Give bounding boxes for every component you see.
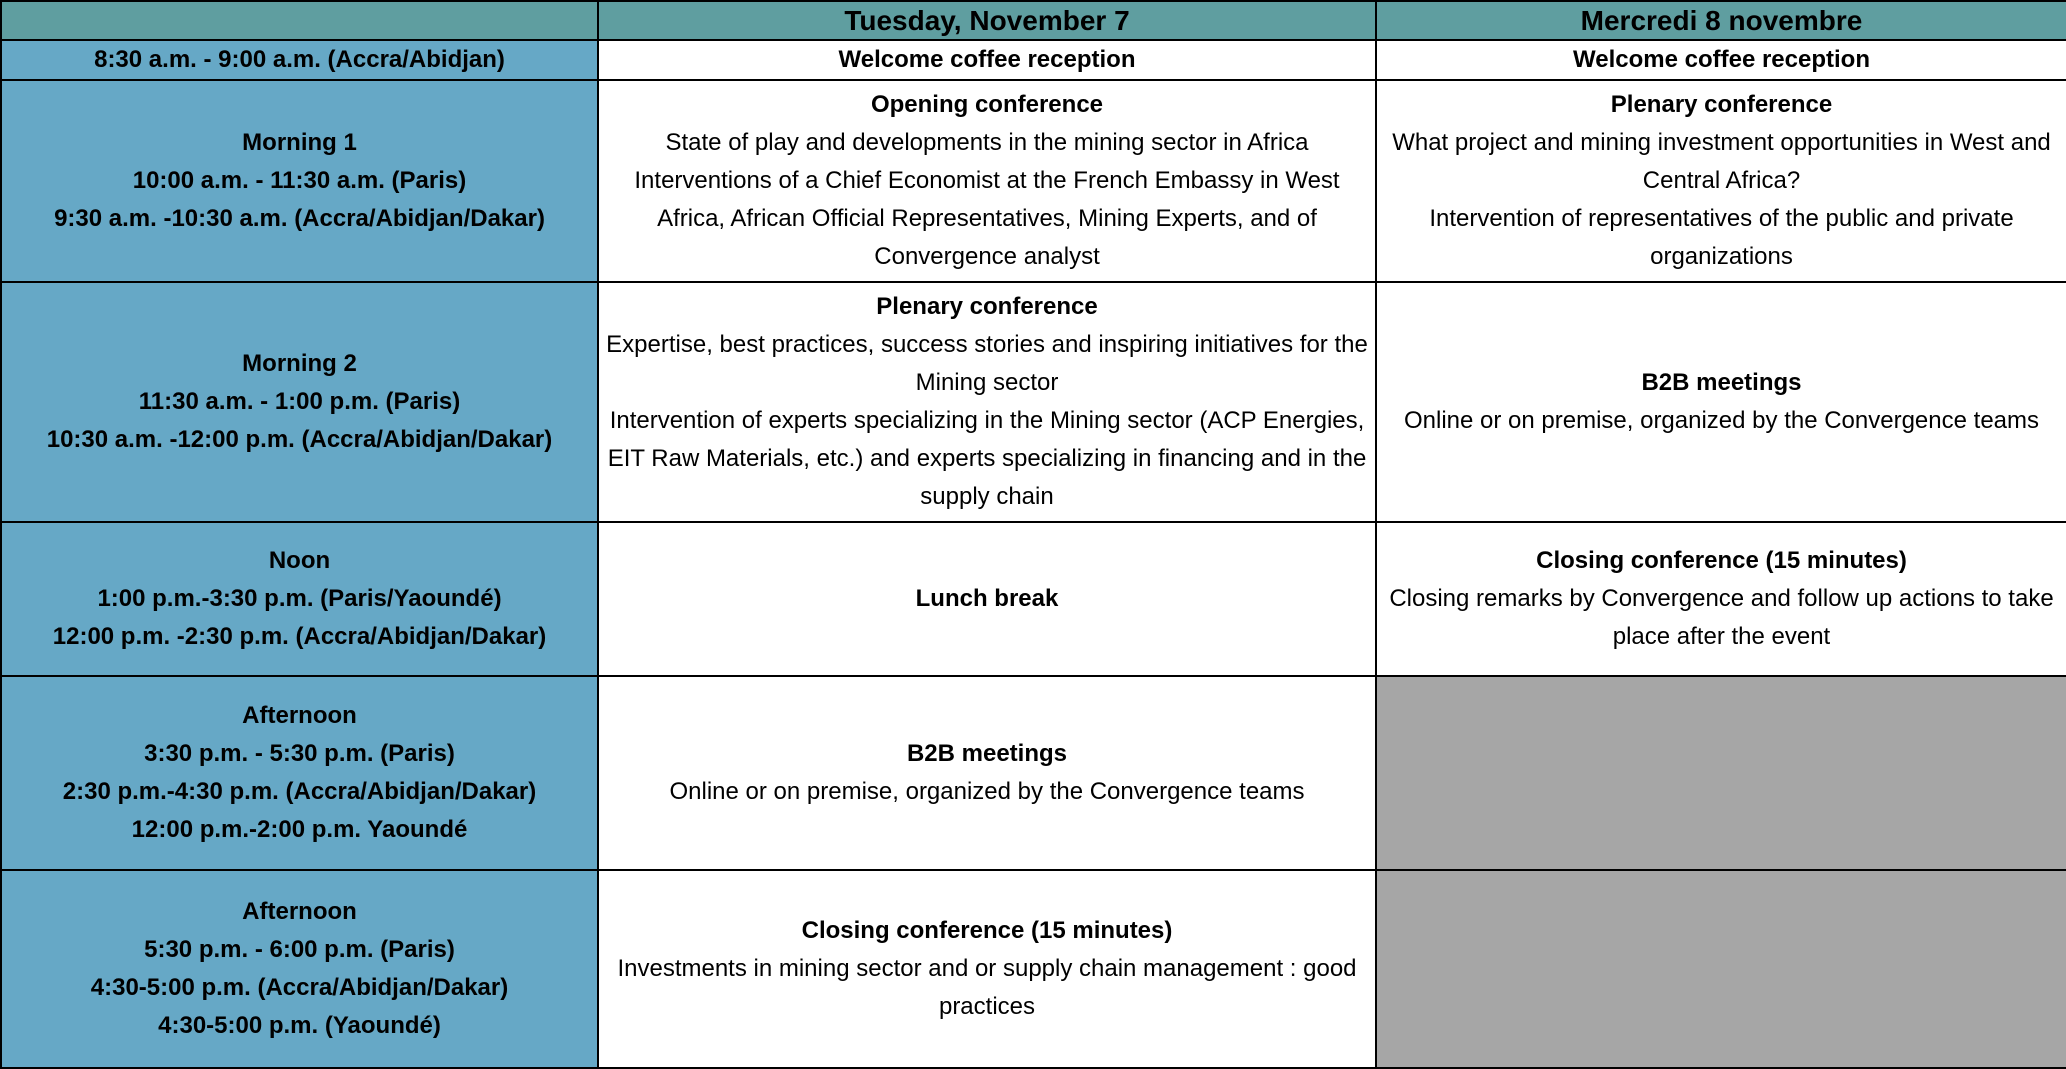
- session-description: Intervention of representatives of the public and private organizations: [1429, 205, 2014, 270]
- time-slot-label: Noon: [268, 547, 331, 574]
- time-line: 5:30 p.m. - 6:00 p.m. (Paris): [144, 936, 455, 963]
- time-slot-label: Afternoon: [242, 702, 357, 729]
- time-cell: [1, 80, 598, 282]
- session-title: Closing conference (15 minutes): [801, 917, 1173, 944]
- session-cell-day1: [598, 522, 1376, 676]
- session-cell-day1: [598, 676, 1376, 870]
- time-line: 1:00 p.m.-3:30 p.m. (Paris/Yaoundé): [97, 585, 502, 612]
- session-description: Interventions of a Chief Economist at the French Embassy in West Africa, African Official Representatives, Mining Experts, and of Convergence analyst: [634, 167, 1340, 270]
- time-line: 4:30-5:00 p.m. (Accra/Abidjan/Dakar): [90, 974, 509, 1001]
- time-slot-label: Morning 1: [242, 129, 357, 156]
- session-cell-day2: [1376, 80, 2066, 282]
- session-title: Opening conference: [870, 91, 1104, 118]
- session-title: Plenary conference: [876, 293, 1098, 320]
- time-line: 12:00 p.m. -2:30 p.m. (Accra/Abidjan/Dakar): [52, 623, 547, 650]
- time-line: 8:30 a.m. - 9:00 a.m. (Accra/Abidjan): [94, 46, 505, 73]
- session-cell-day1: [598, 282, 1376, 522]
- time-line: 3:30 p.m. - 5:30 p.m. (Paris): [144, 740, 455, 767]
- session-title: Welcome coffee reception: [838, 46, 1136, 73]
- header-day1: Tuesday, November 7: [598, 1, 1376, 40]
- time-line: 12:00 p.m.-2:00 p.m. Yaoundé: [131, 816, 468, 843]
- session-description: What project and mining investment opportunities in West and Central Africa?: [1392, 129, 2051, 194]
- table-row: [1, 40, 2066, 80]
- session-cell-day2: [1376, 282, 2066, 522]
- session-cell-day1: [598, 80, 1376, 282]
- time-line: 10:30 a.m. -12:00 p.m. (Accra/Abidjan/Dakar): [46, 426, 553, 453]
- session-cell-day1: [598, 40, 1376, 80]
- session-title: B2B meetings: [1641, 369, 1802, 396]
- header-corner-cell: [1, 1, 598, 40]
- session-cell-day2: [1376, 40, 2066, 80]
- time-cell: [1, 522, 598, 676]
- session-description: Intervention of experts specializing in the Mining sector (ACP Energies, EIT Raw Materials, etc.) and experts specializing in financing and in the supply chain: [607, 407, 1367, 510]
- session-description: Online or on premise, organized by the Convergence teams: [1403, 407, 2039, 434]
- time-line: 9:30 a.m. -10:30 a.m. (Accra/Abidjan/Dakar): [54, 205, 545, 232]
- session-title: Welcome coffee reception: [1573, 46, 1870, 73]
- session-title: Plenary conference: [1610, 91, 1833, 118]
- table-row: [1, 676, 2066, 870]
- time-line: 10:00 a.m. - 11:30 a.m. (Paris): [132, 167, 467, 194]
- table-row: [1, 870, 2066, 1068]
- session-title: Lunch break: [915, 585, 1059, 612]
- time-line: 11:30 a.m. - 1:00 p.m. (Paris): [138, 388, 461, 415]
- time-cell: [1, 870, 598, 1068]
- header-day2: Mercredi 8 novembre: [1376, 1, 2066, 40]
- session-cell-day1: [598, 870, 1376, 1068]
- time-slot-label: Afternoon: [242, 898, 357, 925]
- session-description: Expertise, best practices, success stories and inspiring initiatives for the Mining sector: [606, 331, 1368, 396]
- table-row: [1, 522, 2066, 676]
- session-description: State of play and developments in the mining sector in Africa: [665, 129, 1309, 156]
- session-cell-day2: [1376, 522, 2066, 676]
- empty-cell-day2: [1376, 676, 2066, 870]
- empty-cell-day2: [1376, 870, 2066, 1068]
- time-cell: [1, 676, 598, 870]
- session-title: Closing conference (15 minutes): [1536, 547, 1907, 574]
- session-description: Online or on premise, organized by the Convergence teams: [669, 778, 1305, 805]
- time-line: 2:30 p.m.-4:30 p.m. (Accra/Abidjan/Dakar): [62, 778, 537, 805]
- time-cell: [1, 282, 598, 522]
- session-description: Closing remarks by Convergence and follow up actions to take place after the event: [1389, 585, 2054, 650]
- table-row: [1, 80, 2066, 282]
- time-line: 4:30-5:00 p.m. (Yaoundé): [158, 1012, 441, 1039]
- session-title: B2B meetings: [906, 740, 1068, 767]
- time-cell: [1, 40, 598, 80]
- session-description: Investments in mining sector and or supply chain management : good practices: [617, 955, 1357, 1020]
- time-slot-label: Morning 2: [242, 350, 357, 377]
- table-row: [1, 282, 2066, 522]
